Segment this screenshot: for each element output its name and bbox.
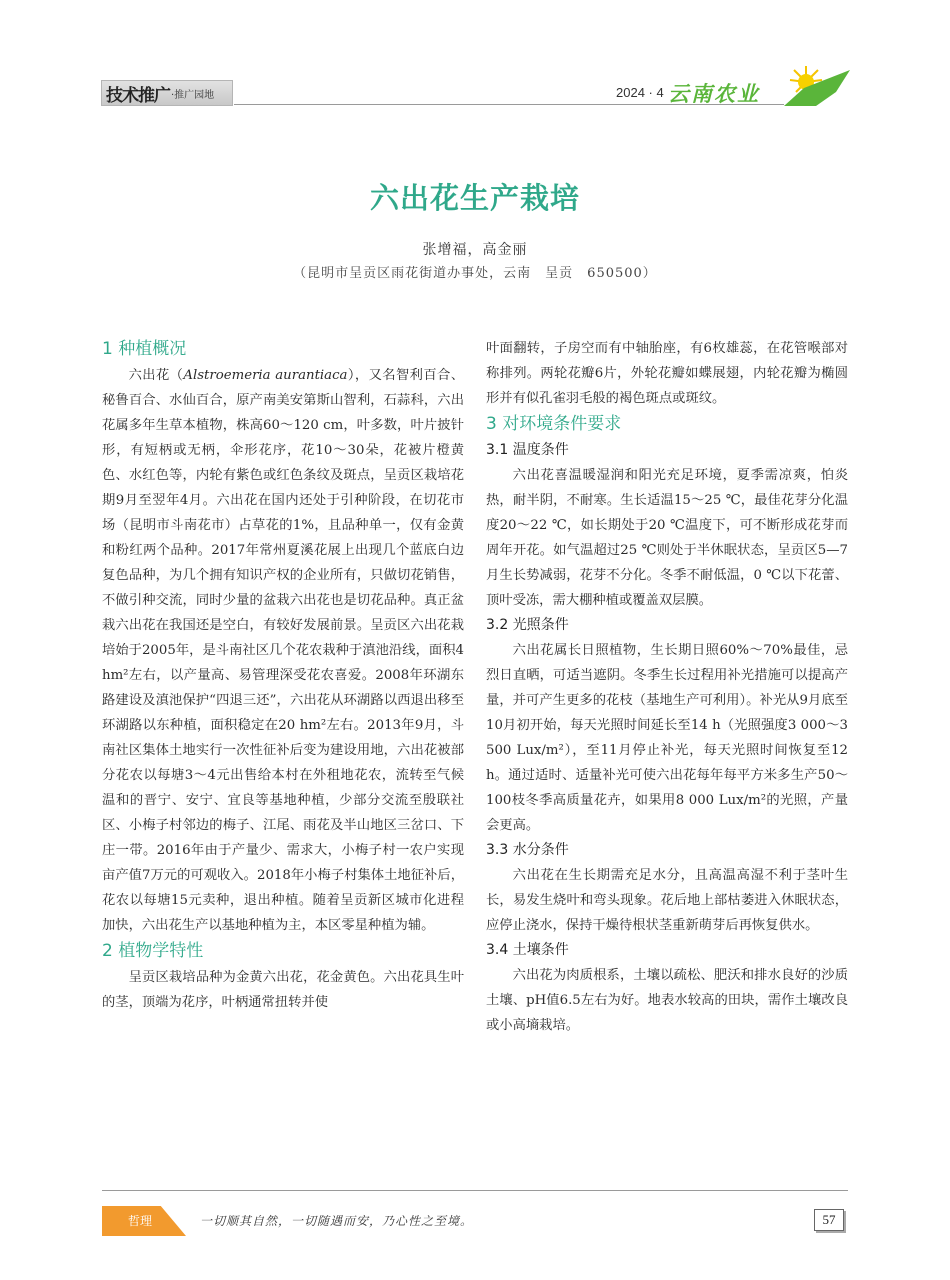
section-brand: 技术推广 — [106, 85, 170, 106]
subsection-3-2-paragraph: 六出花属长日照植物，生长期日照60%～70%最佳，忌烈日直晒，可适当遮阴。冬季生长过程用补光措施可以提高产量，并可产生更多的花枝（基地生产可利用）。补光从9月底至10月初开始，每天光照时间延长至14 h（光照强度3 000～3 500 Lux/m²），至11月停止补光，每天光照时间恢复至12 h。通过适时、适量补光可使六出花每年每平方米多生产50～100枝冬季高质量花卉，如果用8 000 Lux/m²的光照，产量会更高。 — [486, 643, 848, 833]
subsection-3-3-heading: 3.3 水分条件 — [486, 842, 569, 858]
subsection-3-1-paragraph: 六出花喜温暖湿润和阳光充足环境，夏季需凉爽，怕炎热，耐半阴，不耐寒。生长适温15～25 ℃，最佳花芽分化温度20～22 ℃，如长期处于20 ℃温度下，可不断形成花芽而周年开花。如气温超过25 ℃则处于半休眠状态，呈贡区5—7月生长势减弱，花芽不分化。冬季不耐低温，0 ℃以下花蕾、顶叶受冻，需大棚种植或覆盖双层膜。 — [486, 468, 848, 608]
magazine-sun-logo-icon — [776, 62, 852, 108]
issue-number: 2024 · 4 — [616, 85, 664, 100]
section-header-badge — [101, 80, 233, 106]
section-1-paragraph — [102, 363, 464, 938]
section-2-paragraph-continued: 叶面翻转，子房空而有中轴胎座，有6枚雄蕊，在花管喉部对称排列。两轮花瓣6片，外轮花瓣如蝶展翅，内轮花瓣为椭圆形并有似孔雀羽毛般的褐色斑点或斑纹。 — [486, 341, 848, 406]
section-2-paragraph: 呈贡区栽培品种为金黄六出花，花金黄色。六出花具生叶的茎，顶端为花序，叶柄通常扭转并使 — [102, 970, 464, 1010]
article-authors: 张增福，高金丽 — [422, 242, 528, 258]
section-1-heading: 1 种植概况 — [102, 339, 187, 359]
latin-name: Alstroemeria aurantiaca — [183, 368, 348, 383]
footer-rule — [102, 1190, 848, 1191]
subsection-3-4-heading: 3.4 土壤条件 — [486, 942, 569, 958]
section-3-heading: 3 对环境条件要求 — [486, 414, 622, 434]
subsection-3-3-paragraph: 六出花在生长期需充足水分，且高温高湿不利于茎叶生长，易发生烧叶和弯头现象。花后地上部枯萎进入休眠状态，应停止浇水，保持干燥待根状茎重新萌芽后再恢复供水。 — [486, 868, 848, 933]
right-column — [486, 336, 848, 1038]
subsection-3-2-heading: 3.2 光照条件 — [486, 617, 569, 633]
section-1-text-a: 六出花（ — [128, 368, 184, 383]
left-column — [102, 336, 464, 1015]
section-2-heading: 2 植物学特性 — [102, 941, 204, 961]
subsection-3-4-paragraph: 六出花为肉质根系，土壤以疏松、肥沃和排水良好的沙质土壤、pH值6.5左右为好。地表水较高的田块，需作土壤改良或小高墒栽培。 — [486, 968, 848, 1033]
article-title: 六出花生产栽培 — [369, 181, 580, 215]
page-number: 57 — [814, 1209, 844, 1231]
section-1-text-b: ），又名智利百合、秘鲁百合、水仙百合，原产南美安第斯山智利，石蒜科，六出花属多年生草本植物，株高60～120 cm，叶多数，叶片披针形，有短柄或无柄，伞形花序，花10～30朵，花被片橙黄色、水红色等，内轮有紫色或红色条纹及斑点，呈贡区栽培花期9月至翌年4月。六出花在国内还处于引种阶段，在切花市场（昆明市斗南花市）占草花的1%，且品种单一，仅有金黄和粉红两个品种。2017年常州夏溪花展上出现几个蓝底白边复色品种，为几个拥有知识产权的企业所有，只做切花销售，不做引种交流，同时少量的盆栽六出花也是切花品种。真正盆栽六出花在我国还是空白，有较好发展前景。呈贡区六出花栽培始于2005年，是斗南社区几个花农栽种于滇池沿线，面积4 hm²左右，以产量高、易管理深受花农喜爱。2008年环湖东路建设及滇池保护“四退三还”，六出花从环湖路以西退出移至环湖路以东种植，面积稳定在20 hm²左右。2013年9月，斗南社区集体土地实行一次性征补后变为建设用地，六出花被部分花农以每塘3～4元出售给本村在外租地花农，流转至气候温和的晋宁、安宁、宜良等基地种植，少部分交流至殷联社区、小梅子村邻边的梅子、江尾、雨花及半山地区三岔口、下庄一带。2016年由于产量少、需求大，小梅子村一农户实现亩产值7万元的可观收入。2018年小梅子村集体土地征补后，花农以每塘15元卖种，退出种植。随着呈贡新区城市化进程加快，六出花生产以基地种植为主，本区零星种植为辅。 — [102, 368, 464, 933]
magazine-title: 云南农业 — [668, 81, 760, 106]
footer-quote: 一切顺其自然，一切随遇而安，乃心性之至境。 — [200, 1214, 474, 1228]
footer-tab-label: 哲理 — [128, 1214, 153, 1228]
article-affiliation: （昆明市呈贡区雨花街道办事处，云南 呈贡 650500） — [293, 266, 657, 281]
subsection-3-1-heading: 3.1 温度条件 — [486, 442, 569, 458]
section-subtitle: ·推广园地 — [171, 89, 215, 101]
